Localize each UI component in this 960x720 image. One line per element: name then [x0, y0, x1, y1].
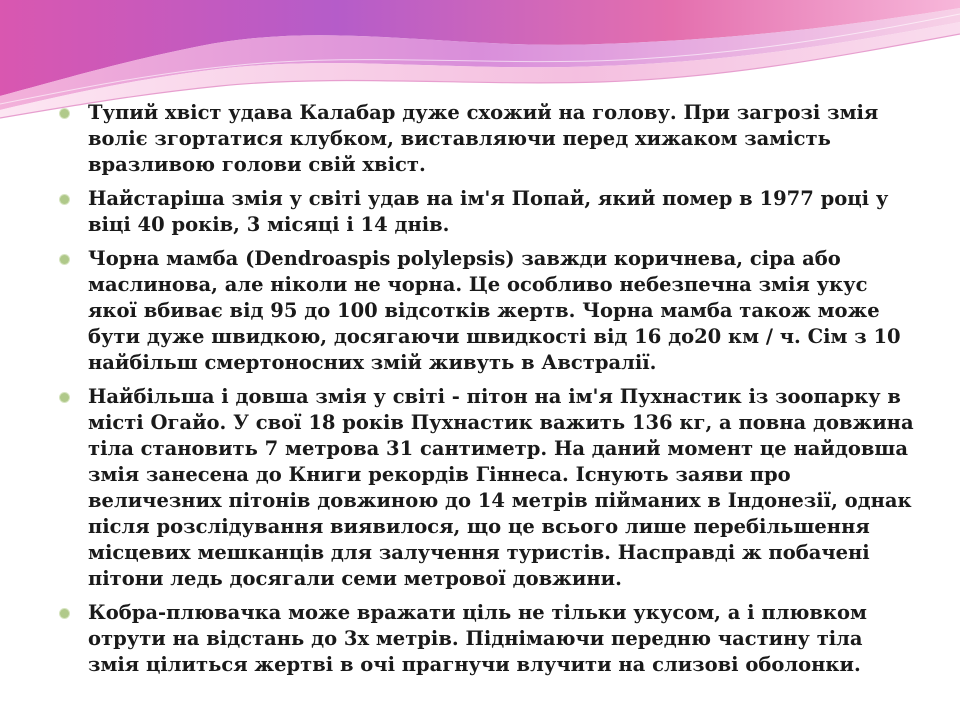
bullet-text: Тупий хвіст удава Калабар дуже схожий на голову. При загрозі змія воліє згортатися клубком, виставляючи перед хижаком замість вразливою голови свій хвіст. [88, 101, 879, 176]
bullet-dot-icon [60, 393, 69, 402]
slide-body [56, 100, 916, 686]
bullet-item [56, 186, 916, 238]
bullet-item [56, 600, 916, 678]
bullet-dot-icon [60, 195, 69, 204]
bullet-text: Чорна мамба (Dendroaspis polylepsis) завжди коричнева, сіра або маслинова, але ніколи не чорна. Це особливо небезпечна змія укус якої вбиває від 95 до 100 відсотків жертв. Чорна мамба також може бути дуже швидкою, досягаючи швидкості від 16 до20 км / ч. Сім з 10 найбільш смертоносних змій живуть в Австралії. [88, 247, 901, 374]
bullet-item [56, 246, 916, 376]
bullet-text: Найстаріша змія у світі удав на ім'я Попай, який помер в 1977 році у віці 40 років, 3 місяці і 14 днів. [88, 187, 889, 236]
bullet-dot-icon [60, 109, 69, 118]
bullet-list [56, 100, 916, 678]
bullet-text: Кобра-плювачка може вражати ціль не тільки укусом, а і плювком отрути на відстань до 3х метрів. Піднімаючи передню частину тіла змія цілиться жертві в очі прагнучи влучити на слизові оболонки. [88, 601, 867, 676]
bullet-text: Найбільша і довша змія у світі - пітон на ім'я Пухнастик із зоопарку в місті Огайо. У свої 18 років Пухнастик важить 136 кг, а повна довжина тіла становить 7 метрова 31 сантиметр. На даний момент це найдовша змія занесена до Книги рекордів Гіннеса. Існують заяви про величезних пітонів довжиною до 14 метрів пійманих в Індонезії, однак після розслідування виявилося, що це всього лише перебільшення місцевих мешканців для залучення туристів. Насправді ж побачені пітони ледь досягали семи метрової довжини. [88, 385, 914, 590]
bullet-item [56, 100, 916, 178]
bullet-item [56, 384, 916, 592]
bullet-dot-icon [60, 255, 69, 264]
bullet-dot-icon [60, 609, 69, 618]
